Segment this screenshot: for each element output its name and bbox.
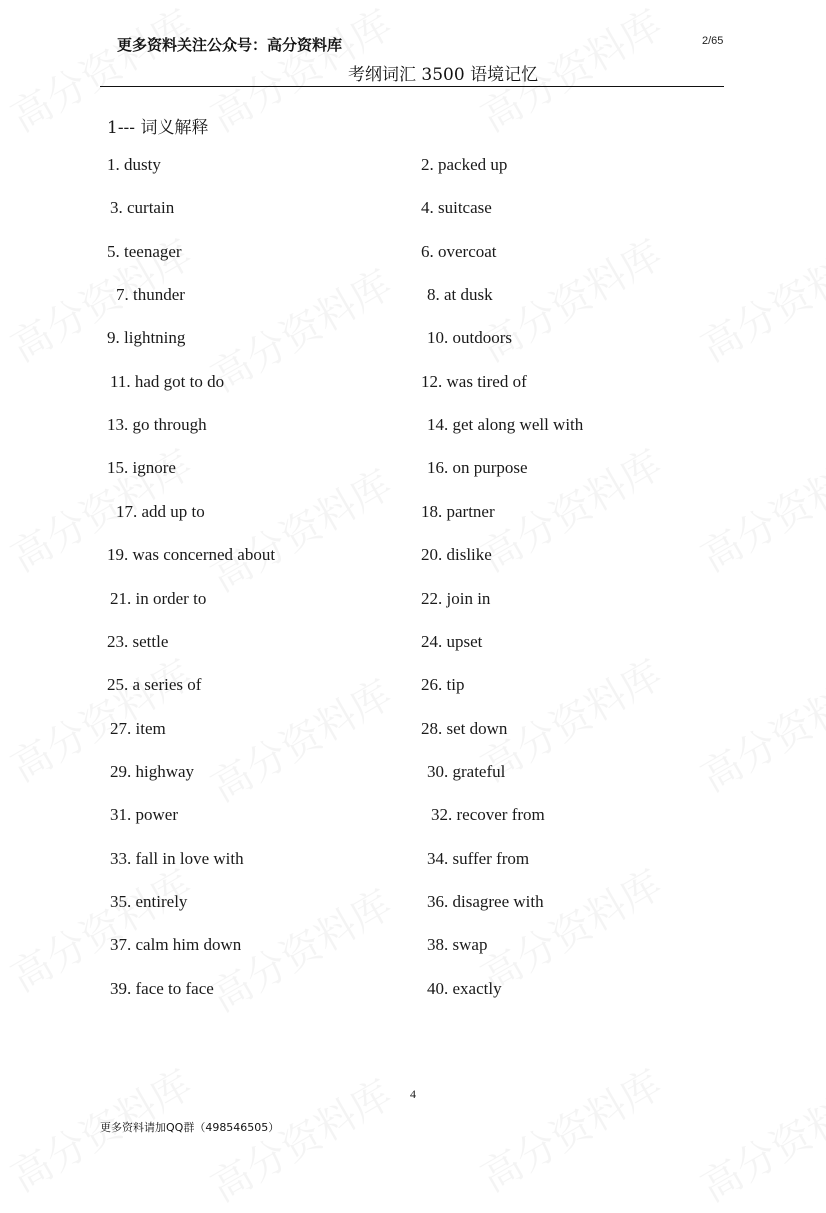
vocab-item-left: 7. thunder bbox=[116, 285, 185, 305]
header-promo: 更多资料关注公众号：高分资料库 bbox=[117, 36, 343, 54]
vocab-row bbox=[0, 849, 826, 873]
vocab-item-right: 12. was tired of bbox=[421, 371, 527, 391]
vocab-item-right: 34. suffer from bbox=[427, 848, 530, 868]
vocab-item-right: 10. outdoors bbox=[427, 328, 512, 348]
vocab-item-right: 26. tip bbox=[421, 675, 465, 695]
vocab-item-right: 20. dislike bbox=[421, 545, 492, 565]
vocab-row bbox=[0, 762, 826, 786]
vocab-item-left: 23. settle bbox=[107, 631, 169, 651]
vocab-item-left: 19. was concerned about bbox=[107, 545, 276, 565]
vocab-item-left: 15. ignore bbox=[107, 458, 176, 478]
vocab-row bbox=[0, 935, 826, 959]
vocab-item-left: 33. fall in love with bbox=[110, 848, 244, 868]
vocab-item-left: 37. calm him down bbox=[110, 935, 242, 955]
vocab-row bbox=[0, 285, 826, 309]
vocab-row bbox=[0, 415, 826, 439]
vocab-row bbox=[0, 719, 826, 743]
vocab-item-left: 11. had got to do bbox=[110, 371, 225, 391]
vocab-row bbox=[0, 242, 826, 266]
vocab-item-right: 14. get along well with bbox=[427, 415, 584, 435]
vocab-item-left: 31. power bbox=[110, 805, 178, 825]
vocab-item-right: 36. disagree with bbox=[427, 891, 544, 911]
vocab-row bbox=[0, 198, 826, 222]
vocab-row bbox=[0, 458, 826, 482]
vocab-row bbox=[0, 805, 826, 829]
vocab-row bbox=[0, 632, 826, 656]
vocab-row bbox=[0, 589, 826, 613]
vocab-item-left: 9. lightning bbox=[107, 328, 186, 348]
vocab-item-left: 17. add up to bbox=[116, 501, 205, 521]
vocab-item-left: 35. entirely bbox=[110, 891, 188, 911]
section-title: 1--- 词义解释 bbox=[107, 118, 209, 138]
footer-note: 更多资料请加QQ群（498546505） bbox=[100, 1121, 280, 1134]
vocab-item-right: 28. set down bbox=[421, 718, 508, 738]
document-title: 考纲词汇 3500 语境记忆 bbox=[348, 65, 539, 85]
vocab-row bbox=[0, 155, 826, 179]
vocab-row bbox=[0, 892, 826, 916]
vocab-item-left: 5. teenager bbox=[107, 241, 182, 261]
vocab-row bbox=[0, 502, 826, 526]
vocab-item-right: 18. partner bbox=[421, 501, 495, 521]
vocab-item-left: 39. face to face bbox=[110, 978, 214, 998]
vocab-item-right: 2. packed up bbox=[421, 155, 508, 174]
vocab-item-left: 21. in order to bbox=[110, 588, 207, 608]
vocab-item-left: 1. dusty bbox=[107, 155, 161, 174]
vocab-item-right: 24. upset bbox=[421, 631, 483, 651]
vocab-item-right: 32. recover from bbox=[431, 805, 545, 825]
vocab-row bbox=[0, 545, 826, 569]
vocab-item-right: 4. suitcase bbox=[421, 198, 492, 218]
vocab-item-left: 25. a series of bbox=[107, 675, 202, 695]
vocab-item-right: 30. grateful bbox=[427, 761, 506, 781]
vocab-row bbox=[0, 328, 826, 352]
vocab-row bbox=[0, 979, 826, 1003]
vocab-item-right: 8. at dusk bbox=[427, 285, 493, 305]
vocab-row bbox=[0, 372, 826, 396]
page-number: 4 bbox=[410, 1087, 416, 1101]
vocab-item-left: 27. item bbox=[110, 718, 166, 738]
vocab-item-right: 16. on purpose bbox=[427, 458, 528, 478]
vocab-item-right: 6. overcoat bbox=[421, 241, 497, 261]
vocab-item-right: 40. exactly bbox=[427, 978, 502, 998]
page-indicator: 2/65 bbox=[702, 35, 724, 47]
vocab-item-left: 29. highway bbox=[110, 761, 195, 781]
vocab-item-right: 38. swap bbox=[427, 935, 488, 955]
vocab-item-left: 13. go through bbox=[107, 415, 207, 435]
vocab-item-left: 3. curtain bbox=[110, 198, 175, 218]
vocab-item-right: 22. join in bbox=[421, 588, 491, 608]
vocab-row bbox=[0, 675, 826, 699]
